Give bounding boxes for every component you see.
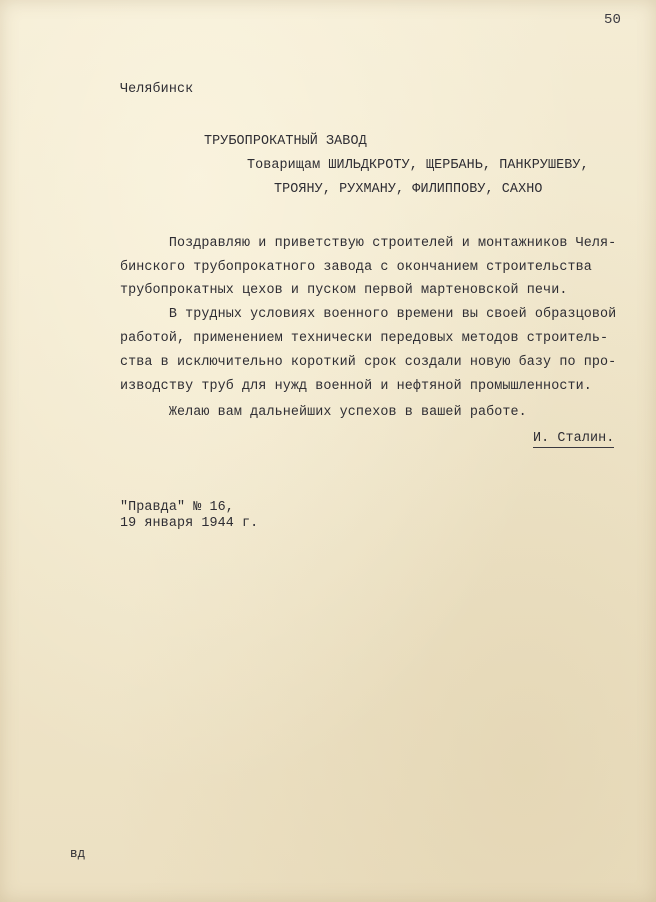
page-number: 50 [604,12,622,28]
source-reference: "Правда" № 16, [120,500,234,515]
recipients-line: ТРОЯНУ, РУХМАНУ, ФИЛИППОВУ, САХНО [274,182,543,197]
recipients-line: Товарищам ШИЛЬДКРОТУ, ЩЕРБАНЬ, ПАНКРУШЕВУ, [247,158,589,173]
footer-code: вд [70,847,86,861]
signature: И. Сталин. [533,431,615,446]
body-line: бинского трубопрокатного завода с окончанием строительства [120,260,592,275]
body-line: ства в исключительно короткий срок создали новую базу по про- [120,355,617,370]
body-line: трубопрокатных цехов и пуском первой мартеновской печи. [120,283,568,298]
body-line: Поздравляю и приветствую строителей и монтажников Челя- [120,236,617,251]
body-line: работой, применением технически передовых методов строитель- [120,331,609,346]
body-line: изводству труб для нужд военной и нефтяной промышленности. [120,379,592,394]
organization-heading: ТРУБОПРОКАТНЫЙ ЗАВОД [204,134,367,149]
source-date: 19 января 1944 г. [120,516,259,531]
body-line: В трудных условиях военного времени вы своей образцовой [120,307,617,322]
body-line: Желаю вам дальнейших успехов в вашей работе. [120,405,527,420]
city-heading: Челябинск [120,82,194,97]
